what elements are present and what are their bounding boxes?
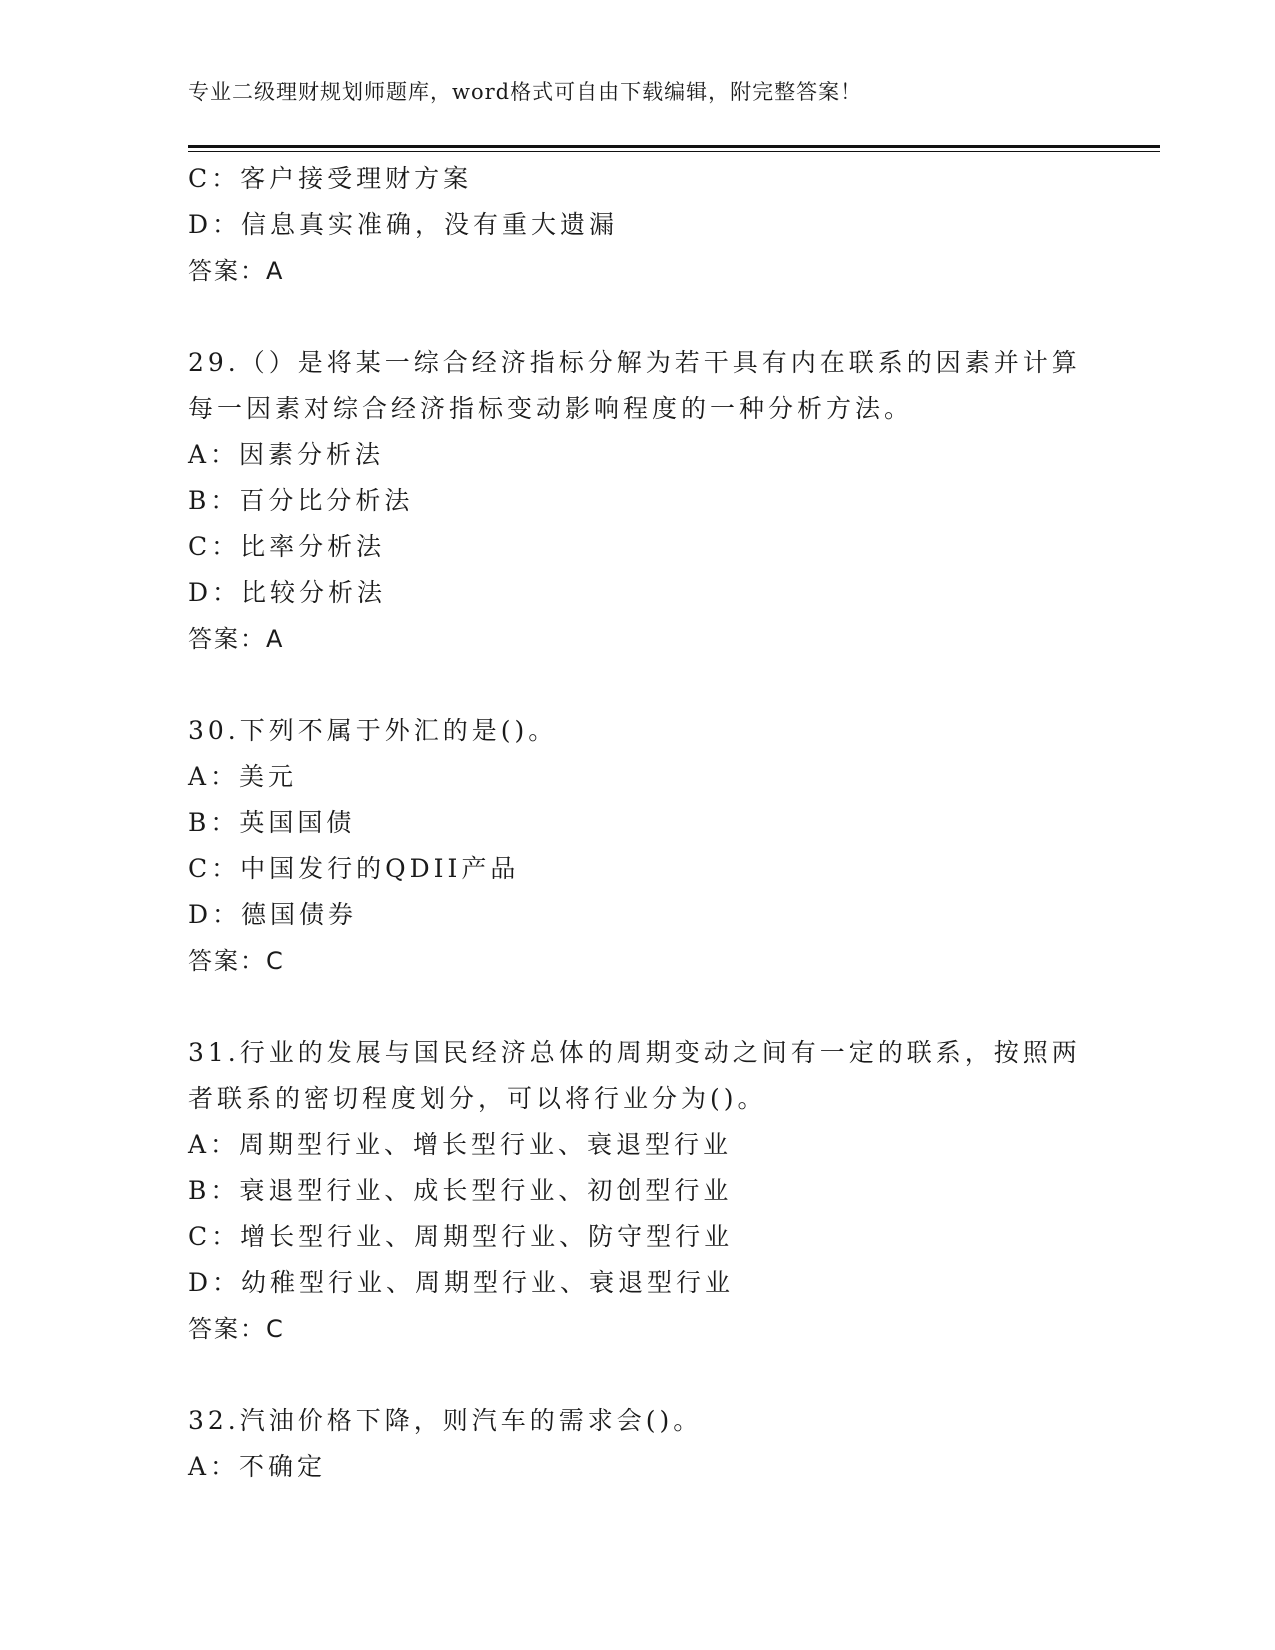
spacer [188,294,1088,340]
question-stem: 每一因素对综合经济指标变动影响程度的一种分析方法。 [188,394,914,423]
option-d: D：幼稚型行业、周期型行业、衰退型行业 [188,1268,735,1297]
question-stem: 32.汽油价格下降，则汽车的需求会()。 [188,1406,703,1435]
option-b: B：百分比分析法 [188,486,414,515]
option-d: D：德国债券 [188,900,358,929]
page-header: 专业二级理财规划师题库，word格式可自由下载编辑，附完整答案！ [188,80,863,104]
question-29 [188,340,1088,662]
header-rule-thick [188,145,1160,148]
header-rule-thin [188,151,1160,152]
option-a: A：因素分析法 [188,440,385,469]
question-31 [188,1030,1088,1352]
option-a: A：不确定 [188,1452,327,1481]
option-b: B：衰退型行业、成长型行业、初创型行业 [188,1176,733,1205]
spacer [188,984,1088,1030]
question-stem: 29.（）是将某一综合经济指标分解为若干具有内在联系的因素并计算 [188,348,1081,377]
answer-line: 答案：A [188,625,285,653]
option-c: C：中国发行的QDII产品 [188,854,520,883]
option-c: C：客户接受理财方案 [188,164,473,193]
option-a: A：美元 [188,762,298,791]
answer-line: 答案：C [188,947,285,975]
answer-line: 答案：C [188,1315,285,1343]
question-stem: 者联系的密切程度划分，可以将行业分为()。 [188,1084,767,1113]
spacer [188,662,1088,708]
option-a: A：周期型行业、增长型行业、衰退型行业 [188,1130,733,1159]
question-30 [188,708,1088,984]
answer-line: 答案：A [188,257,285,285]
question-stem: 31.行业的发展与国民经济总体的周期变动之间有一定的联系，按照两 [188,1038,1081,1067]
option-d: D：信息真实准确，没有重大遗漏 [188,210,619,239]
question-stem: 30.下列不属于外汇的是()。 [188,716,558,745]
option-b: B：英国国债 [188,808,356,837]
question-list [188,156,1088,1490]
option-d: D：比较分析法 [188,578,387,607]
spacer [188,1352,1088,1398]
question-32 [188,1398,1088,1490]
option-c: C：增长型行业、周期型行业、防守型行业 [188,1222,734,1251]
option-c: C：比率分析法 [188,532,386,561]
question-28-continued [188,156,1088,294]
